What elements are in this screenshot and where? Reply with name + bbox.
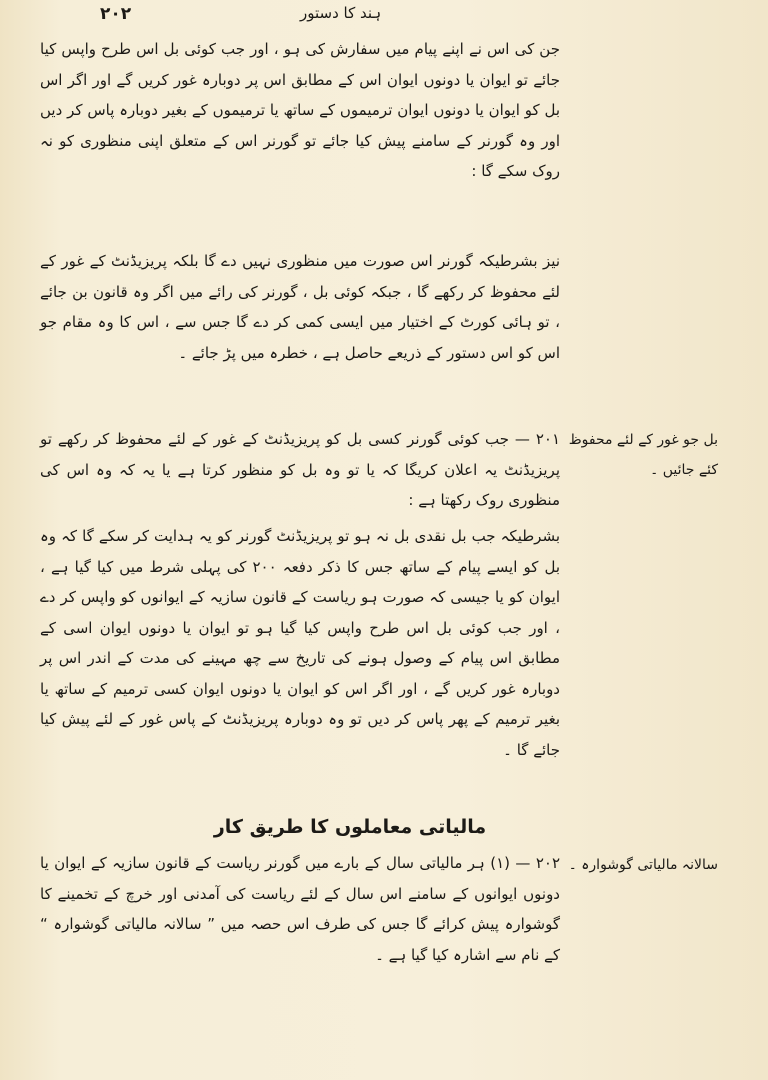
margin-note-annual-statement: سالانہ مالیاتی گوشوارہ ۔: [568, 857, 718, 873]
page-number: ۲۰۲: [100, 4, 132, 24]
paragraph-1: جن کی اس نے اپنے پیام میں سفارش کی ہو ، اور جب کوئی بل اس طرح واپس کیا جائے تو ایوان یا دونوں ایوان اس کے مطابق اس پر دوبارہ غور کریں گے اور اگر اس بل کو ایوان یا دونوں ایوان ترمیموں کے ساتھ یا ترمیموں کے بغیر دوبارہ پاس کر دیں اور وہ گورنر کے سامنے پیش کیا جائے تو گورنر اس کے متعلق اپنی منظوری کو نہ روک سکے گا :: [40, 40, 560, 180]
page-header: [60, 2, 560, 24]
paragraph-2: نیز بشرطیکہ گورنر اس صورت میں منظوری نہیں دے گا بلکہ پریزیڈنٹ کے غور کے لئے محفوظ کر رکھے گا ، جبکہ کوئی بل ، گورنر کی رائے میں اگر وہ قانون بن جائے ، تو ہائی کورٹ کے اختیار میں ایسی کمی کر دے گا جس سے ، اس کا وہ مقام جو اس کو اس دستور کے ذریعے حاصل ہے ، خطرہ میں پڑ جائے ۔: [40, 252, 560, 362]
section-heading: مالیاتی معاملوں کا طریق کار: [213, 816, 487, 838]
article-202-paragraph: ۲۰۲ — (۱) ہر مالیاتی سال کے بارے میں گورنر ریاست کے قانون سازیہ کے ایوان یا دونوں ایوانوں کے سامنے اس سال کے لئے ریاست کی آمدنی اور خرچ کے تخمینے کا گوشوارہ پیش کرائے گا جس کی طرف اس حصہ میں ” سالانہ مالیاتی گوشوارہ “ کے نام سے اشارہ کیا گیا ہے ۔: [40, 854, 560, 964]
article-201-paragraph: ۲۰۱ — جب کوئی گورنر کسی بل کو پریزیڈنٹ کے غور کے لئے محفوظ کر رکھے تو پریزیڈنٹ یہ اعلان کریگا کہ یا تو وہ بل کو منظور کرتا ہے یا یہ کہ وہ اس کی منظوری روک رکھتا ہے :: [40, 430, 560, 509]
margin-note-reserved-bills: بل جو غور کے لئے محفوظ کئے جائیں ۔: [568, 432, 718, 478]
article-201-proviso: بشرطیکہ جب بل نقدی بل نہ ہو تو پریزیڈنٹ گورنر کو یہ ہدایت کر سکے گا کہ وہ بل کو ایسے پیام کے ساتھ جس کا ذکر دفعہ ۲۰۰ کی پہلی شرط میں کیا گیا ہے ، ایوان کو یا جیسی کہ صورت ہو ریاست کے قانون سازیہ کے ایوانوں کو واپس کر دے ، اور جب کوئی بل اس طرح واپس کیا گیا ہو تو ایوان یا دونوں ایوان اسی کے مطابق اس پیام کے وصول ہونے کی تاریخ سے چھ مہینے کی مدت کے اندر اس پر دوبارہ غور کریں گے ، اور اگر اس کو ایوان یا دونوں ایوان کسی ترمیم کے ساتھ یا بغیر ترمیم کے پھر پاس کر دیں تو وہ دوبارہ پریزیڈنٹ کے پاس غور کے لئے پیش کیا جائے گا ۔: [40, 527, 561, 759]
running-title: ہند کا دستور: [300, 4, 382, 22]
